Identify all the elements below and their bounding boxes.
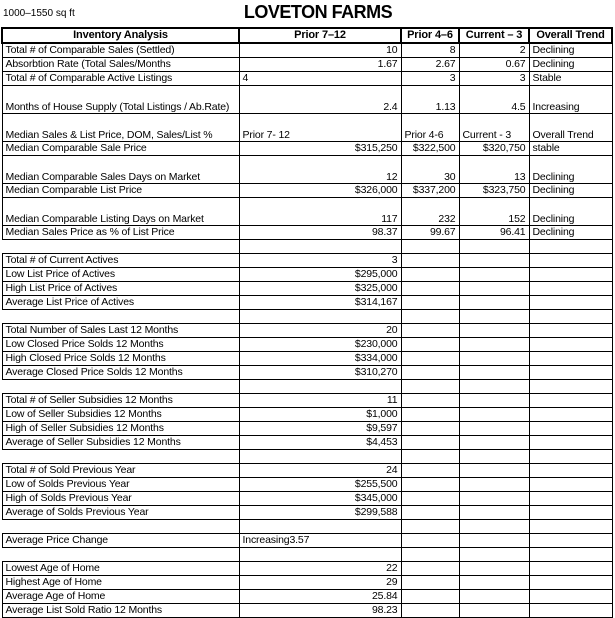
cell-label: Median Comparable Sales Days on Market [2,155,239,183]
cell-prior-7-12: 98.37 [239,225,401,239]
cell-label [2,449,239,463]
table-row [2,295,612,309]
cell-current-3: 4.5 [459,85,529,113]
inventory-analysis-table [1,27,613,618]
cell-overall-trend [529,477,612,491]
sqft-range-label: 1000–1550 sq ft [3,8,75,19]
cell-current-3 [459,421,529,435]
cell-overall-trend [529,435,612,449]
cell-prior-4-6 [401,281,459,295]
table-row [2,253,612,267]
cell-current-3 [459,253,529,267]
cell-current-3: $320,750 [459,141,529,155]
cell-label: Average List Sold Ratio 12 Months [2,603,239,617]
cell-overall-trend [529,267,612,281]
cell-prior-7-12 [239,309,401,323]
table-body [2,43,612,617]
cell-label: Average of Seller Subsidies 12 Months [2,435,239,449]
cell-label: High List Price of Actives [2,281,239,295]
cell-label: High Closed Price Solds 12 Months [2,351,239,365]
table-row [2,281,612,295]
cell-prior-7-12: $314,167 [239,295,401,309]
cell-current-3 [459,267,529,281]
table-row [2,225,612,239]
cell-prior-4-6 [401,337,459,351]
cell-label: Average Closed Price Solds 12 Months [2,365,239,379]
cell-overall-trend [529,603,612,617]
cell-current-3 [459,505,529,519]
cell-label [2,239,239,253]
table-row [2,561,612,575]
cell-prior-4-6 [401,449,459,463]
cell-label: Low of Seller Subsidies 12 Months [2,407,239,421]
spacer-row [2,379,612,393]
cell-current-3 [459,533,529,547]
cell-overall-trend [529,351,612,365]
cell-prior-4-6 [401,295,459,309]
cell-overall-trend: Declining [529,155,612,183]
cell-current-3 [459,295,529,309]
cell-current-3 [459,589,529,603]
cell-current-3 [459,323,529,337]
cell-prior-4-6: 30 [401,155,459,183]
table-row [2,337,612,351]
table-row [2,183,612,197]
cell-label: Average of Solds Previous Year [2,505,239,519]
table-row [2,589,612,603]
table-row [2,267,612,281]
cell-current-3 [459,365,529,379]
cell-overall-trend: Declining [529,225,612,239]
cell-prior-7-12: 3 [239,253,401,267]
cell-current-3: 2 [459,43,529,57]
cell-prior-4-6 [401,421,459,435]
cell-prior-7-12: $255,500 [239,477,401,491]
cell-overall-trend [529,309,612,323]
table-row [2,351,612,365]
header-label: Inventory Analysis [2,28,239,43]
cell-prior-4-6 [401,505,459,519]
cell-prior-4-6: 99.67 [401,225,459,239]
cell-prior-7-12: 12 [239,155,401,183]
table-row [2,57,612,71]
cell-label: Average List Price of Actives [2,295,239,309]
cell-prior-4-6 [401,351,459,365]
cell-prior-4-6 [401,519,459,533]
cell-prior-7-12: 2.4 [239,85,401,113]
cell-prior-7-12: $315,250 [239,141,401,155]
cell-overall-trend [529,463,612,477]
cell-current-3: 152 [459,197,529,225]
cell-prior-7-12: $299,588 [239,505,401,519]
cell-label: Total # of Comparable Active Listings [2,71,239,85]
cell-prior-7-12: 117 [239,197,401,225]
cell-prior-4-6 [401,561,459,575]
cell-current-3 [459,239,529,253]
table-row [2,393,612,407]
page-title: LOVETON FARMS [243,2,393,22]
cell-current-3: 13 [459,155,529,183]
cell-label: High of Seller Subsidies 12 Months [2,421,239,435]
cell-prior-4-6 [401,239,459,253]
cell-prior-7-12: 10 [239,43,401,57]
header-prior-4-6: Prior 4–6 [401,28,459,43]
table-row [2,435,612,449]
cell-label [2,519,239,533]
table-row [2,155,612,183]
cell-label: Absorbtion Rate (Total Sales/Months [2,57,239,71]
cell-overall-trend [529,491,612,505]
cell-label: Median Comparable List Price [2,183,239,197]
cell-prior-7-12: $230,000 [239,337,401,351]
cell-current-3 [459,491,529,505]
cell-prior-4-6 [401,477,459,491]
cell-prior-7-12: 22 [239,561,401,575]
table-row [2,421,612,435]
cell-overall-trend [529,295,612,309]
cell-label: Total # of Seller Subsidies 12 Months [2,393,239,407]
cell-current-3 [459,393,529,407]
cell-prior-7-12: $4,453 [239,435,401,449]
cell-label: Median Comparable Sale Price [2,141,239,155]
report-header [0,0,615,27]
cell-overall-trend [529,519,612,533]
table-row [2,85,612,113]
cell-current-3 [459,463,529,477]
table-row [2,197,612,225]
spacer-row [2,547,612,561]
cell-current-3: $323,750 [459,183,529,197]
cell-overall-trend [529,239,612,253]
cell-prior-4-6 [401,365,459,379]
cell-label: Median Sales Price as % of List Price [2,225,239,239]
table-row [2,71,612,85]
cell-overall-trend [529,547,612,561]
cell-prior-4-6 [401,309,459,323]
header-overall-trend: Overall Trend [529,28,612,43]
cell-current-3 [459,281,529,295]
cell-prior-4-6: 1.13 [401,85,459,113]
cell-overall-trend: Declining [529,183,612,197]
cell-prior-4-6: 3 [401,71,459,85]
cell-current-3 [459,477,529,491]
cell-overall-trend [529,379,612,393]
cell-current-3 [459,435,529,449]
cell-overall-trend: Declining [529,197,612,225]
table-row [2,477,612,491]
cell-prior-4-6 [401,575,459,589]
cell-overall-trend [529,281,612,295]
table-head [2,28,612,43]
table-row [2,407,612,421]
cell-prior-7-12 [239,519,401,533]
cell-prior-7-12: $1,000 [239,407,401,421]
cell-overall-trend [529,393,612,407]
cell-label: Low Closed Price Solds 12 Months [2,337,239,351]
cell-current-3: 3 [459,71,529,85]
cell-prior-4-6 [401,547,459,561]
cell-label: Total # of Sold Previous Year [2,463,239,477]
header-current-3: Current – 3 [459,28,529,43]
cell-overall-trend [529,505,612,519]
cell-label [2,309,239,323]
cell-current-3 [459,519,529,533]
table-row [2,141,612,155]
cell-prior-7-12: $345,000 [239,491,401,505]
cell-current-3: 96.41 [459,225,529,239]
cell-prior-7-12 [239,547,401,561]
cell-label: Lowest Age of Home [2,561,239,575]
cell-overall-trend [529,421,612,435]
header-prior-7-12: Prior 7–12 [239,28,401,43]
cell-label: Average Age of Home [2,589,239,603]
spacer-row [2,449,612,463]
cell-prior-7-12 [239,379,401,393]
cell-prior-7-12: 11 [239,393,401,407]
spacer-row [2,239,612,253]
table-row [2,491,612,505]
cell-label: Low List Price of Actives [2,267,239,281]
cell-overall-trend: Overall Trend [529,113,612,141]
cell-current-3 [459,379,529,393]
cell-prior-4-6: Prior 4-6 [401,113,459,141]
cell-current-3 [459,351,529,365]
cell-label: Low of Solds Previous Year [2,477,239,491]
cell-prior-7-12: Prior 7- 12 [239,113,401,141]
cell-prior-7-12: $334,000 [239,351,401,365]
cell-prior-7-12: 24 [239,463,401,477]
cell-prior-7-12: $9,597 [239,421,401,435]
table-row [2,463,612,477]
cell-prior-7-12: $325,000 [239,281,401,295]
cell-prior-4-6: 2.67 [401,57,459,71]
cell-prior-4-6 [401,533,459,547]
cell-overall-trend: Increasing [529,85,612,113]
cell-prior-4-6 [401,323,459,337]
cell-label: Total # of Comparable Sales (Settled) [2,43,239,57]
cell-overall-trend [529,253,612,267]
cell-overall-trend [529,365,612,379]
cell-prior-7-12: 4 [239,71,401,85]
cell-current-3 [459,407,529,421]
cell-overall-trend: Stable [529,71,612,85]
cell-label: Total Number of Sales Last 12 Months [2,323,239,337]
table-row [2,365,612,379]
cell-overall-trend [529,407,612,421]
cell-prior-4-6: 8 [401,43,459,57]
cell-current-3: Current - 3 [459,113,529,141]
cell-current-3: 0.67 [459,57,529,71]
cell-prior-4-6 [401,407,459,421]
cell-prior-4-6 [401,379,459,393]
cell-current-3 [459,603,529,617]
table-row [2,323,612,337]
cell-prior-4-6 [401,603,459,617]
cell-overall-trend [529,449,612,463]
cell-prior-7-12 [239,449,401,463]
cell-prior-4-6: 232 [401,197,459,225]
cell-prior-7-12: $310,270 [239,365,401,379]
table-row [2,43,612,57]
cell-overall-trend [529,337,612,351]
cell-prior-7-12: $295,000 [239,267,401,281]
cell-current-3 [459,547,529,561]
cell-current-3 [459,309,529,323]
cell-overall-trend [529,589,612,603]
cell-prior-4-6 [401,463,459,477]
cell-label: Months of House Supply (Total Listings / Ab.Rate) [2,85,239,113]
cell-prior-7-12: 1.67 [239,57,401,71]
cell-overall-trend [529,575,612,589]
cell-overall-trend [529,323,612,337]
cell-overall-trend: Declining [529,43,612,57]
table-row [2,505,612,519]
cell-prior-4-6: $322,500 [401,141,459,155]
cell-prior-7-12: 25.84 [239,589,401,603]
cell-prior-7-12 [239,239,401,253]
cell-label [2,547,239,561]
table-row [2,113,612,141]
table-header-row [2,28,612,43]
cell-label: Median Comparable Listing Days on Market [2,197,239,225]
cell-label: Average Price Change [2,533,239,547]
cell-label: High of Solds Previous Year [2,491,239,505]
cell-prior-4-6 [401,589,459,603]
cell-current-3 [459,575,529,589]
cell-label: Median Sales & List Price, DOM, Sales/List % [2,113,239,141]
cell-current-3 [459,561,529,575]
spacer-row [2,309,612,323]
cell-prior-7-12: 29 [239,575,401,589]
cell-overall-trend [529,533,612,547]
table-row [2,533,612,547]
cell-prior-4-6 [401,491,459,505]
cell-prior-4-6: $337,200 [401,183,459,197]
cell-prior-7-12: 20 [239,323,401,337]
cell-overall-trend: stable [529,141,612,155]
table-row [2,603,612,617]
cell-prior-7-12: Increasing3.57 [239,533,401,547]
cell-label [2,379,239,393]
cell-overall-trend: Declining [529,57,612,71]
cell-prior-7-12: 98.23 [239,603,401,617]
cell-prior-4-6 [401,253,459,267]
cell-current-3 [459,337,529,351]
table-row [2,575,612,589]
cell-prior-4-6 [401,393,459,407]
cell-prior-4-6 [401,435,459,449]
cell-label: Highest Age of Home [2,575,239,589]
cell-overall-trend [529,561,612,575]
cell-label: Total # of Current Actives [2,253,239,267]
cell-prior-4-6 [401,267,459,281]
cell-current-3 [459,449,529,463]
spacer-row [2,519,612,533]
cell-prior-7-12: $326,000 [239,183,401,197]
